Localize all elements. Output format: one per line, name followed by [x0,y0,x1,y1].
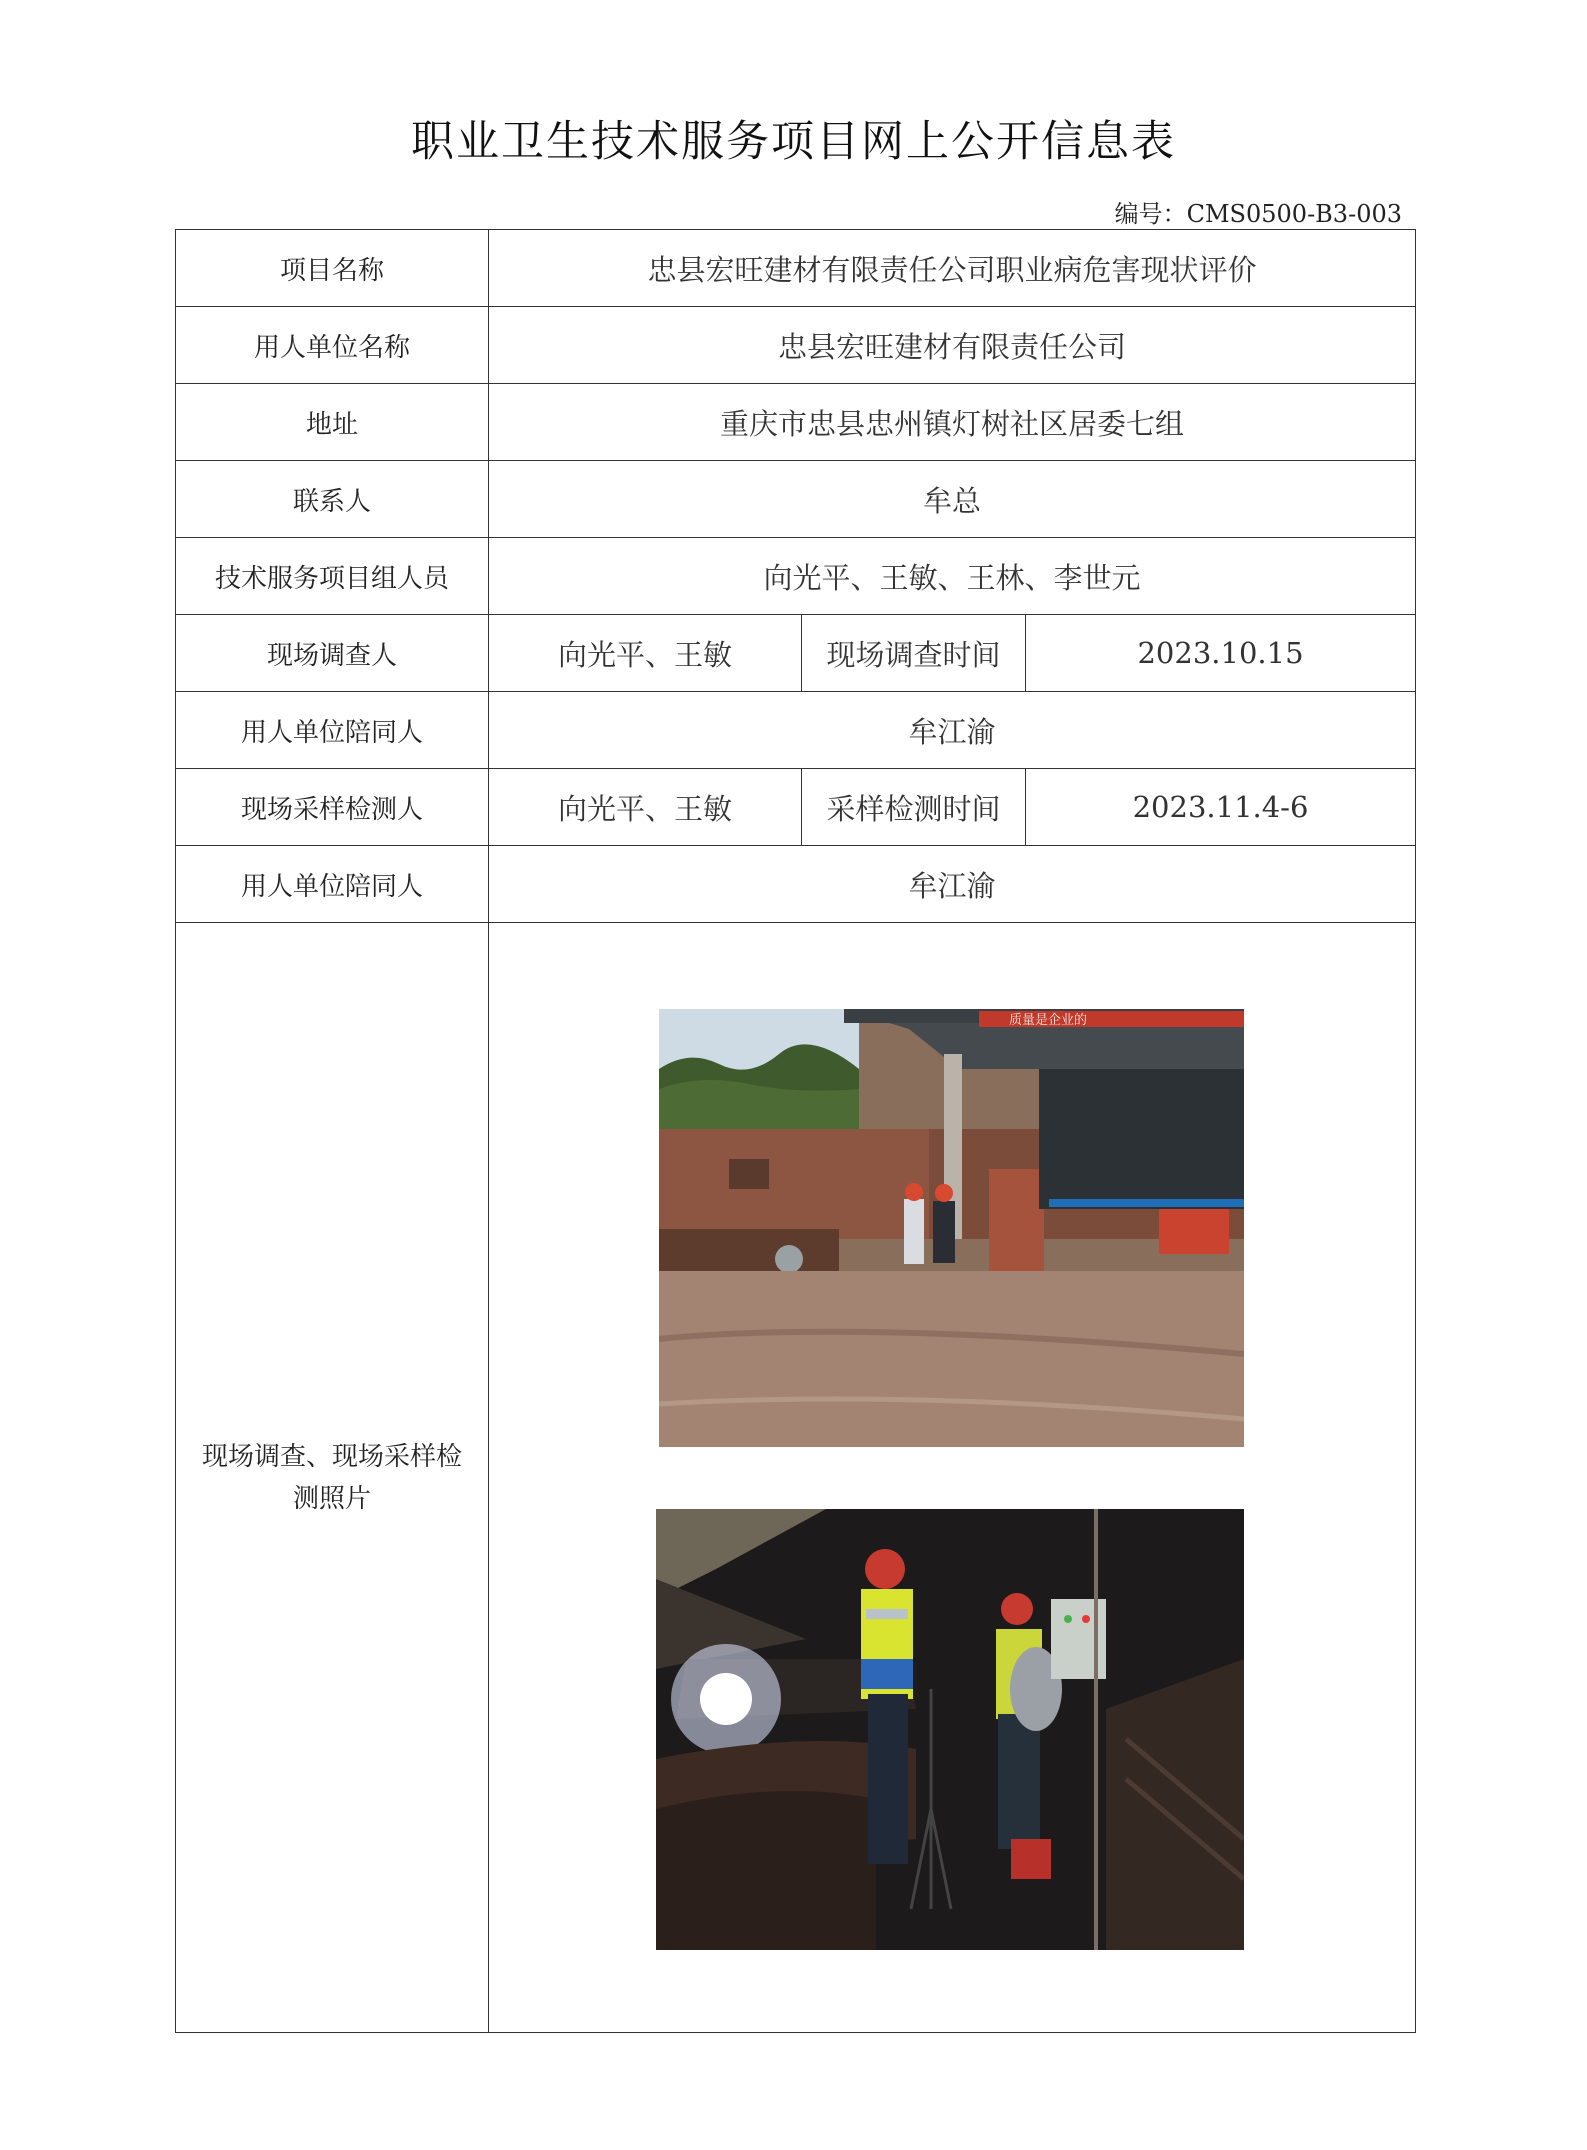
sampling-escort-label: 用人单位陪同人 [176,846,489,923]
sampling-photo [656,1509,1244,1950]
survey-person-label: 现场调查人 [176,615,489,692]
employer-name-label: 用人单位名称 [176,307,489,384]
sampling-time-value: 2023.11.4-6 [1026,769,1416,846]
photos-label-line1: 现场调查、现场采样检 [201,1441,462,1472]
address-label: 地址 [176,384,489,461]
survey-escort-label: 用人单位陪同人 [176,692,489,769]
contact-label: 联系人 [176,461,489,538]
row-employer-name [176,307,1416,384]
row-team-members [176,538,1416,615]
row-survey [176,615,1416,692]
project-name-label: 项目名称 [176,230,489,307]
survey-escort-value: 牟江渝 [489,692,1416,769]
survey-time-value: 2023.10.15 [1026,615,1416,692]
row-survey-escort [176,692,1416,769]
survey-person-value: 向光平、王敏 [489,615,802,692]
photos-cell [489,923,1416,2033]
survey-time-label: 现场调查时间 [802,615,1026,692]
sampling-time-label: 采样检测时间 [802,769,1026,846]
sampling-person-value: 向光平、王敏 [489,769,802,846]
photos-label [176,923,489,2033]
sampling-escort-value: 牟江渝 [489,846,1416,923]
address-value: 重庆市忠县忠州镇灯树社区居委七组 [489,384,1416,461]
info-table [175,229,1416,2033]
contact-value: 牟总 [489,461,1416,538]
team-members-label: 技术服务项目组人员 [176,538,489,615]
row-sampling [176,769,1416,846]
row-contact [176,461,1416,538]
photos-label-line2: 测照片 [292,1483,371,1514]
employer-name-value: 忠县宏旺建材有限责任公司 [489,307,1416,384]
survey-photo [659,1009,1244,1447]
project-name-value: 忠县宏旺建材有限责任公司职业病危害现状评价 [489,230,1416,307]
banner-text: 质量是企业的 [1009,1013,1088,1028]
document-number: 编号：CMS0500-B3-003 [1114,200,1402,228]
sampling-person-label: 现场采样检测人 [176,769,489,846]
row-sampling-escort [176,846,1416,923]
row-photos [176,923,1416,2033]
row-project-name [176,230,1416,307]
team-members-value: 向光平、王敏、王林、李世元 [489,538,1416,615]
page-title: 职业卫生技术服务项目网上公开信息表 [411,117,1176,167]
row-address [176,384,1416,461]
